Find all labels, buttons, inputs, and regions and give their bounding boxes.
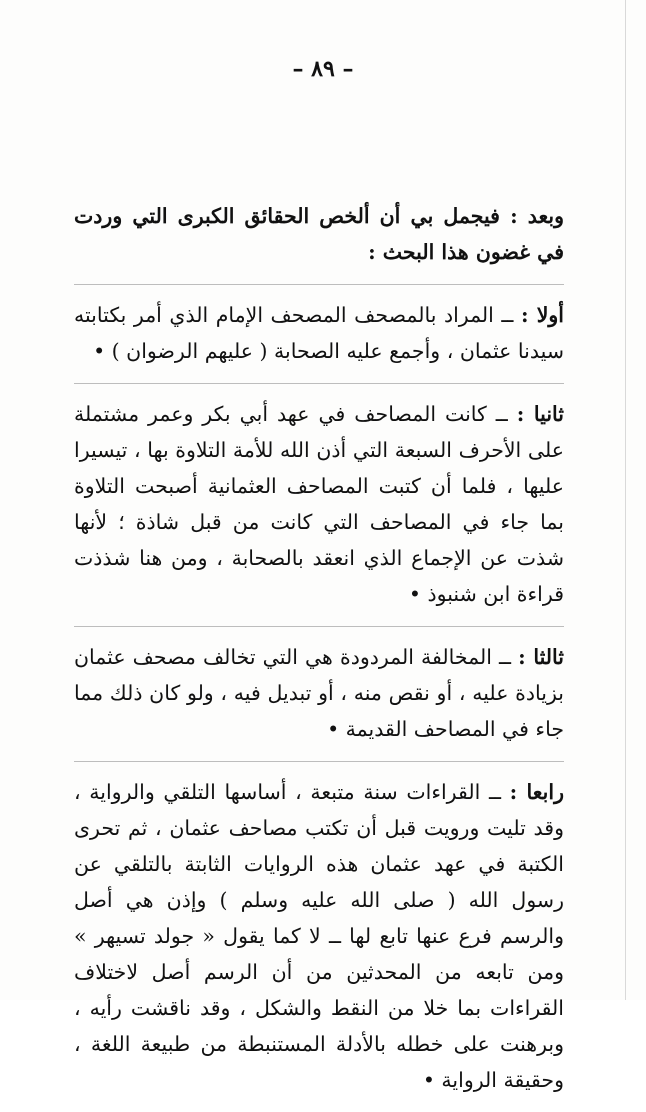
point-two-text: ــ كانت المصاحف في عهد أبي بكر وعمر مشتملة على الأحرف السبعة التي أذن الله للأمة التلاوة بها ، تيسيرا عليها ، فلما أن كتبت المصاحف العثمانية أصبحت التلاوة بما جاء في المصاحف التي كانت من قبل شاذة ؛ لأنها شذت عن الإجماع الذي انعقد بالصحابة ، ومن هنا شذذت قراءة ابن شنبوذ •	[74, 402, 564, 606]
point-three-text: ــ المخالفة المردودة هي التي تخالف مصحف عثمان بزيادة عليه ، أو نقص منه ، أو تبديل فيه ، ولو كان ذلك مما جاء في المصاحف القديمة •	[74, 645, 564, 741]
intro-paragraph: وبعد : فيجمل بي أن ألخص الحقائق الكبرى التي وردت في غضون هذا البحث :	[74, 204, 564, 264]
point-two-lead: ثانيا :	[516, 402, 564, 426]
point-one-lead: أولا :	[520, 303, 564, 327]
point-three-lead: ثالثا :	[518, 645, 564, 669]
point-one-text: ــ المراد بالمصحف المصحف الإمام الذي أمر بكتابته سيدنا عثمان ، وأجمع عليه الصحابة ( عليهم الرضوان ) •	[74, 303, 564, 363]
point-three-paragraph	[74, 639, 564, 747]
page-edge-line	[625, 0, 626, 1000]
point-one-paragraph	[74, 297, 564, 369]
page-number: – ٨٩ –	[292, 56, 354, 82]
point-four-text: ــ القراءات سنة متبعة ، أساسها التلقي والرواية ، وقد تليت ورويت قبل أن تكتب مصاحف عثمان ، ثم تحرى الكتبة في عهد عثمان هذه الروايات الثابتة بالتلقي عن رسول الله ( صلى الله عليه وسلم ) وإذن هي أصل والرسم فرع عنها تابع لها ــ لا كما يقول « جولد تسيهر » ومن تابعه من المحدثين من أن الرسم أصل لاختلاف القراءات بما خلا من النقط والشكل ، وقد ناقشت رأيه ، وبرهنت على خطله بالأدلة المستنبطة من طبيعة اللغة ، وحقيقة الرواية •	[74, 780, 564, 1092]
point-four-lead: رابعا :	[509, 780, 564, 804]
point-four-paragraph	[74, 774, 564, 1098]
body-text	[74, 198, 564, 1112]
paragraph-divider	[74, 284, 564, 285]
paragraph-divider	[74, 626, 564, 627]
paragraph-divider	[74, 383, 564, 384]
point-two-paragraph	[74, 396, 564, 612]
paragraph-divider	[74, 761, 564, 762]
